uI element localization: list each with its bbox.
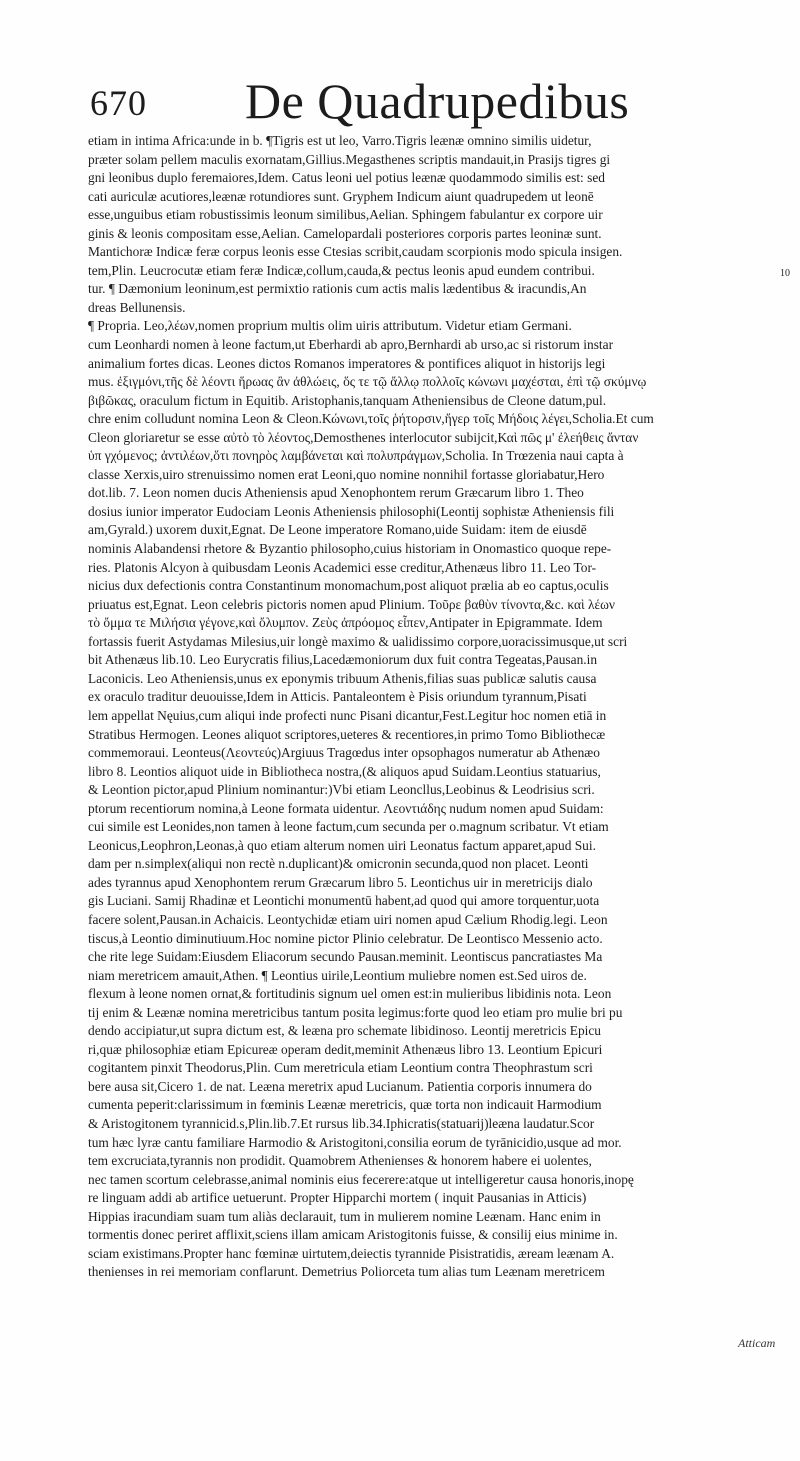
text-line: re linguam addi ab artifice uetuerunt. Propter Hipparchi mortem ( inquit Pausanias in Atticis) — [88, 1190, 587, 1206]
text-line: niam meretricem amauit,Athen. ¶ Leontius uirile,Leontium muliebre nomen est.Sed uiros de. — [88, 967, 587, 983]
running-title: De Quadrupedibus — [245, 73, 630, 129]
text-line: bere ausa sit,Cicero 1. de nat. Leæna meretrix apud Lucianum. Patientia corporis innumera do — [88, 1078, 592, 1094]
text-line: ex oraculo traditur deuouisse,Idem in Atticis. Pantaleontem è Pisis oriundum tyrannum,Pisati — [88, 689, 587, 705]
text-line: gni leonibus duplo feremaiores,Idem. Catus leoni uel potius leænæ quodammodo similis est: sed — [88, 170, 605, 186]
text-line: Leonicus,Leophron,Leonas,à quo etiam alterum nomen uiri Leonatus factum apparet,apud Sui. — [88, 837, 596, 853]
text-line: tum hæc lyræ cantu familiare Harmodio & Aristogitoni,consilia eorum de tyrānicidio,usque ad mor. — [88, 1134, 622, 1150]
text-line: ries. Platonis Alcyon à quibusdam Leonis Academici esse creditur,Athenæus libro 11. Leo Tor- — [88, 559, 597, 575]
body-text — [88, 132, 800, 1282]
text-line: libro 8. Leontios aliquot uide in Bibliotheca nostra,(& aliquos apud Suidam.Leontius statuarius, — [88, 763, 601, 779]
text-line: tij enim & Leænæ nomina meretricibus tantum posita legimus:forte quod leo etiam pro mulie bri pu — [88, 1004, 623, 1020]
text-line: lem appellat Nęuius,cum aliqui inde profecti nunc Pisani dicantur,Fest.Legitur hoc nomen etiā in — [88, 707, 607, 723]
text-line: flexum à leone nomen ornat,& fortitudinis signum uel omen est:in mulieribus libidinis nota. Leon — [88, 986, 612, 1002]
text-line: cumenta peperit:clarissimum in fœminis Leænæ meretricis, quæ torta non indicauit Harmodium — [88, 1097, 602, 1113]
text-line: dot.lib. 7. Leon nomen ducis Atheniensis apud Xenophontem rerum Græcarum libro 1. Theo — [88, 485, 584, 501]
text-line: præter solam pellem maculis exornatam,Gillius.Megasthenes scriptis mandauit,in Prasijs tigres gi — [88, 151, 611, 167]
text-line: Laconicis. Leo Atheniensis,unus ex eponymis tribuum Athenis,filias suas publicæ salutis causa — [88, 670, 597, 686]
text-line: nec tamen scortum celebrasse,animal nominis eius fecerere:atque ut intelligeretur causa honoris,inopę — [88, 1171, 634, 1187]
text-line: Hippias iracundiam suam tum aliàs declarauit, tum in mulierem nomine Leænam. Hanc enim in — [88, 1208, 601, 1224]
text-line: mus. ἐξιγμόνι,τῆς δὲ λέοντι ἥρωας ἂν ἀθλώεις, ὅς τε τῷ ἄλλῳ πολλοῖς κώνωνι μαχέσται, ἐπὶ τῷ σκύμνῳ — [88, 374, 647, 390]
text-line: dendo accipiatur,ut supra dictum est, & leæna pro schemate libidinoso. Leontij meretricis Epicu — [88, 1023, 602, 1039]
text-line: Cleon gloriaretur se esse αὐτὸ τὸ λέοντος,Demosthenes interlocutor subijcit,Καὶ πῶς μ' ἐλεήθεις ἄνταν — [88, 429, 639, 445]
page-number: 670 — [90, 83, 147, 123]
text-line: dam per n.simplex(aliqui non rectè n.duplicant)& omicronin secunda,quod non placet. Leonti — [88, 856, 589, 872]
text-line: chre enim colludunt nomina Leon & Cleon.Κώνωνι,τοῖς ῥήτορσιν,ἤγερ τοῖς Μήδοις λέγει,Scholia.Et cum — [88, 411, 654, 427]
text-line: gis Luciani. Samij Rhadinæ et Leontichi monumentū habent,ad quod qui amore torquentur,uota — [88, 893, 600, 909]
text-line: ginis & leonis compositam esse,Aelian. Camelopardali posteriores corporis partes leoninæ sunt. — [88, 225, 602, 241]
text-line: animalium fortes dicas. Leones dictos Romanos imperatores & pontifices aliquot in historijs legi — [88, 355, 606, 371]
text-line: Stratibus Hermogen. Leones aliquot scriptores,ueteres & recentiores,in primo Tomo Bibliothecæ — [88, 726, 606, 742]
text-line: cogitantem pinxit Theodorus,Plin. Cum meretricula etiam Leontium contra Theophrastum scri — [88, 1060, 593, 1076]
text-line: τὸ ὄμμα τε Μιλήσια γέγονε,καὶ ὄλυμπον. Ζεὺς ἀπρόομος εἶπεν,Antipater in Epigrammate. Idem — [88, 615, 603, 631]
text-line: tur. ¶ Dæmonium leoninum,est permixtio rationis cum actis malis lædentibus & iracundis,An — [88, 281, 587, 297]
text-line: βιβῶκας, oraculum fictum in Equitib. Aristophanis,tanquam Atheniensibus de Cleone datum,pul. — [88, 392, 607, 408]
text-line: nominis Alabandensi rhetore & Byzantio philosopho,cuius historiam in Onomastico quoque repe- — [88, 541, 612, 557]
text-line: Mantichoræ Indicæ feræ corpus leonis esse Ctesias scribit,caudam scorpionis modo spicula insigen. — [88, 244, 623, 260]
text-line: & Aristogitonem tyrannicid.s,Plin.lib.7.Et rursus lib.34.Iphicratis(statuarij)leæna laudatur.Scor — [88, 1115, 595, 1131]
text-line: tormentis donec periret afflixit,sciens illam amicam Aristogitonis fuisse, & consilij eius minime in. — [88, 1227, 618, 1243]
text-line: ¶ Propria. Leo,λέων,nomen proprium multis olim uiris attributum. Videtur etiam Germani. — [88, 318, 572, 334]
text-line: esse,unguibus etiam robustissimis leonum similibus,Aelian. Sphingem fabulantur ex corpore uir — [88, 207, 603, 223]
text-line: dreas Bellunensis. — [88, 299, 186, 315]
text-line: sciam existimans.Propter hanc fœminæ uirtutem,deiectis tyrannide Pisistratidis, æream leænam A. — [88, 1245, 615, 1261]
text-line: tem,Plin. Leucrocutæ etiam feræ Indicæ,collum,cauda,& pectus leonis apud eundem contribui. — [88, 262, 595, 278]
text-line: ri,quæ philosophiæ etiam Epicureæ operam dedit,meminit Athenæus libro 13. Leontium Epicuri — [88, 1041, 603, 1057]
text-line: cum Leonhardi nomen à leone factum,ut Eberhardi ab apro,Bernhardi ab urso,ac si ristorum instar — [88, 337, 614, 353]
text-line: tem excruciata,tyrannis non prodidit. Quamobrem Athenienses & honorem habere ei uolentes, — [88, 1153, 592, 1169]
text-line: tiscus,à Leontio diminutiuum.Hoc nomine pictor Plinio celebratur. De Leontisco Messenio acto. — [88, 930, 603, 946]
text-line: cati auriculæ acutiores,leænæ rotundiores sunt. Gryphem Indicum aiunt quadrupedem ut leonē — [88, 188, 594, 204]
text-line: priuatus est,Egnat. Leon celebris pictoris nomen apud Plinium. Τοῦρε βαθὺν τίνοντα,&c. καὶ λέων — [88, 596, 615, 612]
text-line: ptorum recentiorum nomina,à Leone formata uidentur. Λεοντιάδης nudum nomen apud Suidam: — [88, 800, 604, 816]
text-line: commemoraui. Leonteus(Λεοντεύς)Argiuus Tragœdus inter opsophagos numeratur ab Athenæo — [88, 745, 600, 761]
text-line: bit Athenæus lib.10. Leo Eurycratis filius,Lacedæmoniorum dux fuit contra Tegeatas,Pausan.in — [88, 652, 598, 668]
text-line: & Leontion pictor,apud Plinium nominantur:)Vbi etiam Leoncllus,Leobinus & Leodrisius scri. — [88, 782, 595, 798]
text-line: ades tyrannus apud Xenophontem rerum Græcarum libro 5. Leontichus uir in meretricijs dialo — [88, 874, 593, 890]
text-line: facere solent,Pausan.in Achaicis. Leontychidæ etiam uiri nomen apud Cælium Rhodig.legi. Leon — [88, 911, 608, 927]
text-line: nicius dux defectionis contra Constantinum monomachum,post aliquot prælia ab eo captus,oculis — [88, 578, 609, 594]
catchword: Atticam — [738, 1336, 776, 1350]
text-line: che rite lege Suidam:Eiusdem Eliacorum secundo Pausan.meminit. Leontiscus pancratiastes Ma — [88, 949, 603, 965]
page-header — [90, 72, 770, 132]
marginal-line-number: 10 — [780, 268, 790, 279]
text-line: cui simile est Leonides,non tamen à leone factum,cum secunda per o.magnum scribatur. Vt etiam — [88, 819, 609, 835]
text-line: classe Xerxis,uiro strenuissimo nomen erat Leoni,quo nomine nonnihil fortasse gloriabatur,Hero — [88, 466, 605, 482]
text-line: ὑπ γχόμενος; ἀντιλέων,ὅτι πονηρὸς λαμβάνεται καὶ πολυπράγμων,Scholia. In Trœzenia naui capta à — [88, 448, 624, 464]
text-line: dosius iunior imperator Eudociam Leonis Atheniensis philosophi(Leontij sophistæ Atheniensis fili — [88, 503, 615, 519]
text-line: fortassis fuerit Astydamas Milesius,uir longè maximo & ualidissimo corpore,uoracissimusque,ut scri — [88, 633, 628, 649]
text-line: am,Gyrald.) uxorem duxit,Egnat. De Leone imperatore Romano,uide Suidam: item de eiusdē — [88, 522, 587, 538]
text-line: etiam in intima Africa:unde in b. ¶Tigris est ut leo, Varro.Tigris leænæ omnino similis uidetur, — [88, 133, 592, 148]
text-line: thenienses in rei memoriam conflarunt. Demetrius Poliorceta tum alias tum Leænam meretricem — [88, 1264, 605, 1280]
